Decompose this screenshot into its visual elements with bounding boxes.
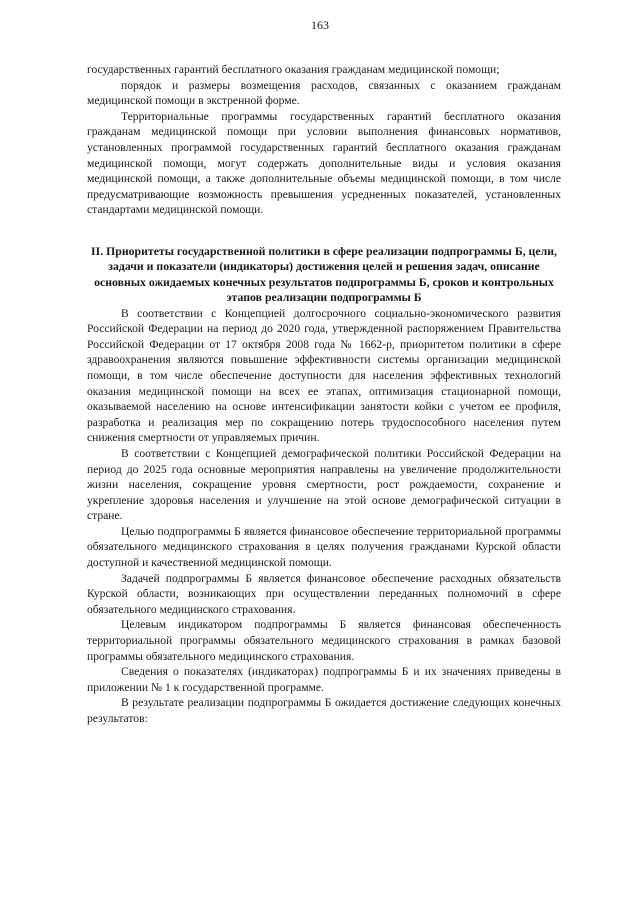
paragraph: государственных гарантий бесплатного оказания гражданам медицинской помощи; [87, 63, 500, 76]
bottom-paragraphs [87, 306, 561, 727]
paragraph: В соответствии с Концепцией долгосрочного социально-экономического развития Российской Федерации на период до 2020 года, утвержденной распоряжением Правительства Российской Федерации от 17 октября 2008 года № 1662-р, приоритетом политики в сфере здравоохранения являются повышение эффективности системы организации медицинской помощи, в том числе обеспечение доступности для населения эффективных технологий оказания медицинской помощи на всех ее этапах, оптимизация стационарной помощи, оказываемой населению на основе интенсификации занятости койки с учетом ее профиля, разработка и реализация мер по сокращению потерь трудоспособного населения путем снижения смертности от управляемых причин. [87, 306, 561, 445]
paragraph: В соответствии с Концепцией демографической политики Российской Федерации на период до 2025 года основные мероприятия направлены на увеличение продолжительности жизни населения, сокращение уровня смертности, рост рождаемости, сохранение и укрепление здоровья населения и улучшение на этой основе демографической ситуации в стране. [87, 446, 561, 523]
top-paragraphs [87, 62, 561, 218]
paragraph: Задачей подпрограммы Б является финансовое обеспечение расходных обязательств Курской области, возникающих при осуществлении переданных полномочий в сфере обязательного медицинского страхования. [87, 571, 561, 616]
page-content [87, 62, 561, 727]
paragraph: порядок и размеры возмещения расходов, связанных с оказанием гражданам медицинской помощи в экстренной форме. [87, 78, 561, 108]
page-number: 163 [311, 18, 329, 32]
paragraph: Территориальные программы государственных гарантий бесплатного оказания гражданам медицинской помощи при условии выполнения финансовых нормативов, установленных программой государственных гарантий бесплатного оказания гражданам медицинской помощи, могут содержать дополнительные виды и условия оказания медицинской помощи, а также дополнительные объемы медицинской помощи, в том числе предусматривающие возможность превышения усредненных показателей, установленных стандартами медицинской помощи. [87, 109, 561, 217]
paragraph: Сведения о показателях (индикаторах) подпрограммы Б и их значениях приведены в приложении № 1 к государственной программе. [87, 665, 561, 694]
paragraph: Целевым индикатором подпрограммы Б является финансовая обеспеченность территориальной программы обязательного медицинского страхования в рамках базовой программы обязательного медицинского страхования. [87, 618, 561, 663]
paragraph: В результате реализации подпрограммы Б ожидается достижение следующих конечных результатов: [87, 696, 561, 725]
section-heading: II. Приоритеты государственной политики в сфере реализации подпрограммы Б, цели, задачи и показатели (индикаторы) достижения целей и решения задач, описание основных ожидаемых конечных результатов подпрограммы Б, сроков и контрольных этапов реализации подпрограммы Б [91, 243, 557, 305]
paragraph: Целью подпрограммы Б является финансовое обеспечение территориальной программы обязательного медицинского страхования в целях получения гражданами Курской области доступной и качественной медицинской помощи. [87, 524, 561, 570]
